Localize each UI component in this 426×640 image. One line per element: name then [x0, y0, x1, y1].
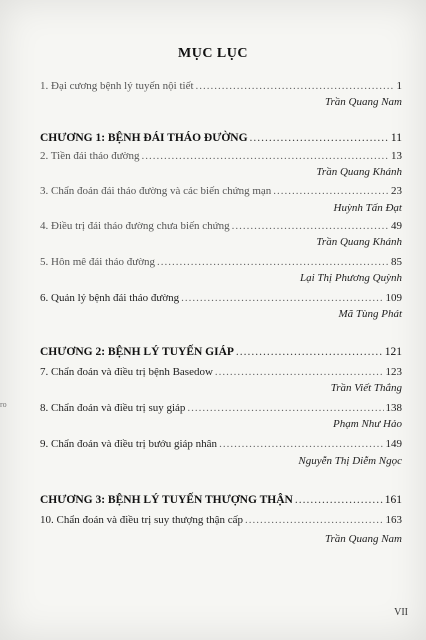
chapter-page: 161 — [384, 494, 402, 506]
toc-entry[interactable] — [40, 512, 402, 526]
toc-entry-author: Trần Quang Khánh — [316, 166, 402, 178]
toc-entry-author: Nguyễn Thị Diễm Ngọc — [298, 455, 402, 467]
toc-entry[interactable] — [40, 254, 402, 268]
toc-entry-title: 5. Hôn mê đái tháo đường — [40, 256, 156, 268]
toc-entry-author: Phạm Như Hảo — [333, 418, 402, 430]
dot-leader — [236, 346, 383, 358]
toc-entry-title: 1. Đại cương bệnh lý tuyến nội tiết — [40, 80, 194, 92]
toc-entry[interactable] — [40, 218, 402, 232]
dot-leader — [232, 220, 389, 232]
toc-entry[interactable] — [40, 148, 402, 162]
toc-entry-page: 109 — [385, 292, 402, 304]
toc-entry-author: Trần Quang Khánh — [316, 236, 402, 248]
dot-leader — [215, 366, 384, 378]
toc-entry-title: 4. Điều trị đái tháo đường chưa biến chứng — [40, 220, 230, 232]
dot-leader — [157, 256, 389, 268]
dot-leader — [196, 80, 395, 92]
toc-entry-title: 6. Quản lý bệnh đái tháo đường — [40, 292, 180, 304]
chapter-title: CHƯƠNG 1: BỆNH ĐÁI THÁO ĐƯỜNG — [40, 132, 248, 144]
toc-entry[interactable] — [40, 183, 402, 197]
toc-entry-page: 163 — [385, 514, 402, 526]
dot-leader — [187, 402, 383, 414]
toc-entry-title: 9. Chẩn đoán và điều trị bướu giáp nhân — [40, 438, 218, 450]
toc-entry-title: 8. Chẩn đoán và điều trị suy giáp — [40, 402, 186, 414]
toc-entry[interactable] — [40, 364, 402, 378]
toc-entry-author: Mã Tùng Phát — [338, 308, 402, 320]
dot-leader — [273, 185, 389, 197]
toc-entry-author: Trần Quang Nam — [324, 533, 402, 545]
toc-entry-title: 10. Chẩn đoán và điều trị suy thượng thận cấp — [40, 514, 244, 526]
toc-entry[interactable] — [40, 290, 402, 304]
toc-entry[interactable] — [40, 400, 402, 414]
toc-entry-page: 85 — [391, 256, 402, 268]
dot-leader — [295, 494, 383, 506]
toc-entry-author: Lại Thị Phương Quỳnh — [299, 272, 402, 284]
toc-entry-page: 149 — [385, 438, 402, 450]
toc-entry-page: 23 — [391, 185, 402, 197]
chapter-heading[interactable] — [40, 492, 402, 506]
chapter-title: CHƯƠNG 2: BỆNH LÝ TUYẾN GIÁP — [40, 346, 234, 358]
toc-entry-page: 13 — [391, 150, 402, 162]
toc-entry-author: Trần Viết Thắng — [330, 382, 402, 394]
chapter-title: CHƯƠNG 3: BỆNH LÝ TUYẾN THƯỢNG THẬN — [40, 494, 293, 506]
side-mark: ro — [0, 400, 7, 409]
toc-entry-author: Trần Quang Nam — [324, 96, 402, 108]
dot-leader — [181, 292, 383, 304]
toc-entry-page: 1 — [396, 80, 402, 92]
toc-entry[interactable] — [40, 436, 402, 450]
chapter-page: 121 — [384, 346, 402, 358]
dot-leader — [245, 514, 383, 526]
toc-entry-page: 123 — [385, 366, 402, 378]
chapter-heading[interactable] — [40, 344, 402, 358]
dot-leader — [219, 438, 383, 450]
dot-leader — [141, 150, 389, 162]
toc-entry-title: 7. Chẩn đoán và điều trị bệnh Basedow — [40, 366, 213, 378]
page-number: VII — [394, 607, 408, 618]
toc-entry[interactable] — [40, 78, 402, 92]
toc-entry-author: Huỳnh Tấn Đạt — [333, 202, 402, 214]
toc-entry-page: 138 — [385, 402, 402, 414]
page-title: MỤC LỤC — [178, 46, 248, 61]
toc-entry-title: 3. Chẩn đoán đái tháo đường và các biến chứng mạn — [40, 185, 272, 197]
toc-entry-title: 2. Tiền đái tháo đường — [40, 150, 140, 162]
toc-entry-page: 49 — [391, 220, 402, 232]
chapter-page: 11 — [390, 132, 402, 144]
dot-leader — [250, 132, 389, 144]
chapter-heading[interactable] — [40, 130, 402, 144]
